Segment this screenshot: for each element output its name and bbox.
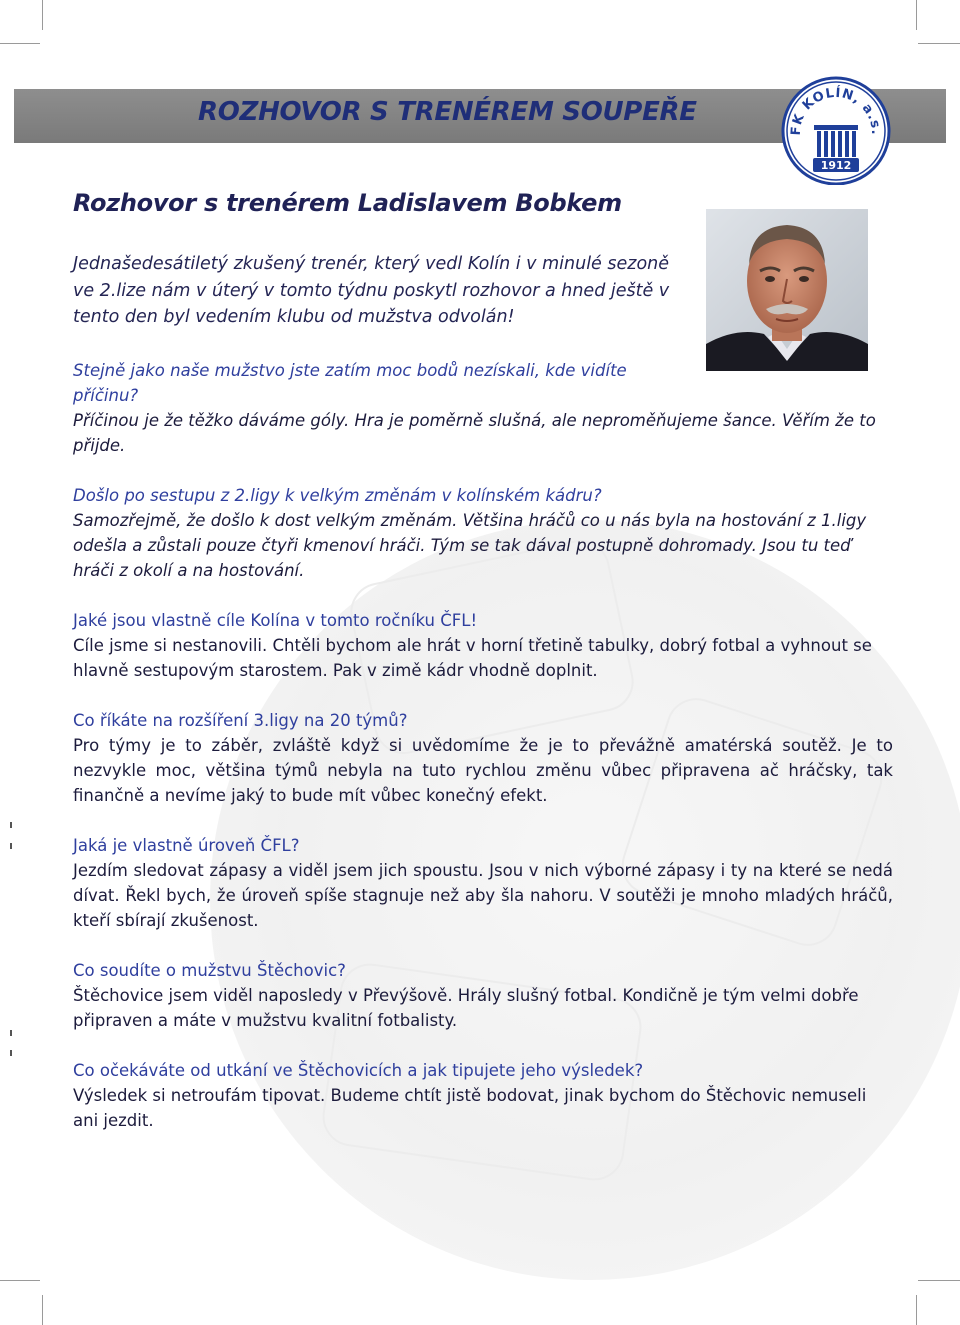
crop-mark [918,1280,960,1281]
qa-block [73,483,893,583]
answer: Příčinou je že těžko dáváme góly. Hra je poměrně slušná, ale neproměňujeme šance. Věřím že to přijde. [73,411,876,455]
article-heading: Rozhovor s trenérem Ladislavem Bobkem [73,189,622,217]
crop-mark [42,1295,43,1325]
banner-title: ROZHOVOR S TRENÉREM SOUPEŘE [198,97,697,127]
qa-block [73,958,893,1033]
margin-tick [10,822,12,828]
question: Jaké jsou vlastně cíle Kolína v tomto ročníku ČFL! [73,611,478,630]
answer: Samozřejmě, že došlo k dost velkým změnám. Většina hráčů co u nás byla na hostování z 1.ligy odešla a zůstali pouze čtyři kmenoví hráči. Tým se tak dával postupně dohromady. Jsou tu teď hráči z okolí a na hostování. [73,511,867,580]
question: Co říkáte na rozšíření 3.ligy na 20 týmů? [73,711,408,730]
question: Stejně jako naše mužstvo jste zatím moc bodů nezískali, kde vidíte příčinu? [73,361,627,405]
logo-year: 1912 [820,159,852,172]
crop-mark [916,0,917,30]
margin-tick [10,1030,12,1036]
answer: Pro týmy je to záběr, zvláště když si uvědomíme že je to převážně amatérská soutěž. Je to nezvykle moc, většina týmů nebyla na tuto rychlou změnu vůbec připravena ač hráčsky, tak finančně a nevíme jaký to bude mít vůbec konečný efekt. [73,736,893,805]
club-logo [780,75,892,185]
qa-block [73,833,893,933]
question: Došlo po sestupu z 2.ligy k velkým změnám v kolínském kádru? [73,486,602,505]
question: Co očekáváte od utkání ve Štěchovicích a jak tipujete jeho výsledek? [73,1061,644,1080]
svg-text:FK KOLÍN, a.s.: FK KOLÍN, a.s. [788,85,884,136]
qa-block [73,1058,893,1133]
crop-mark [0,1280,40,1281]
qa-block [73,358,683,408]
qa-block [73,708,893,808]
qa-answer-block [73,408,893,458]
crop-mark [916,1295,917,1325]
answer: Cíle jsme si nestanovili. Chtěli bychom ale hrát v horní třetině tabulky, dobrý fotbal a vyhnout se hlavně sestupovým starostem. Pak v zimě kádr vhodně doplnit. [73,636,872,680]
question: Jaká je vlastně úroveň ČFL? [73,836,300,855]
crop-mark [0,43,40,44]
answer: Štěchovice jsem viděl naposledy v Převýšově. Hrály slušný fotbal. Kondičně je tým velmi dobře připraven a máte v mužstvu kvalitní fotbalisty. [73,986,859,1030]
margin-tick [10,1050,12,1056]
margin-tick [10,843,12,849]
qa-block [73,608,893,683]
question: Co soudíte o mužstvu Štěchovic? [73,961,346,980]
crop-mark [918,43,960,44]
coach-photo [706,209,868,371]
crop-mark [42,0,43,30]
intro-paragraph: Jednašedesátiletý zkušený trenér, který vedl Kolín i v minulé sezoně ve 2.lize nám v úterý v tomto týdnu poskytl rozhovor a hned ještě v tento den byl vedením klubu od mužstva odvolán! [73,254,670,327]
answer: Výsledek si netroufám tipovat. Budeme chtít jistě bodovat, jinak bychom do Štěchovic nemuseli ani jezdit. [73,1086,867,1130]
answer: Jezdím sledovat zápasy a viděl jsem jich spoustu. Jsou v nich výborné zápasy i ty na které se nedá dívat. Řekl bych, že úroveň spíše stagnuje než aby šla nahoru. V soutěži je mnoho mladých hráčů, kteří sbírají zkušenost. [73,861,893,930]
